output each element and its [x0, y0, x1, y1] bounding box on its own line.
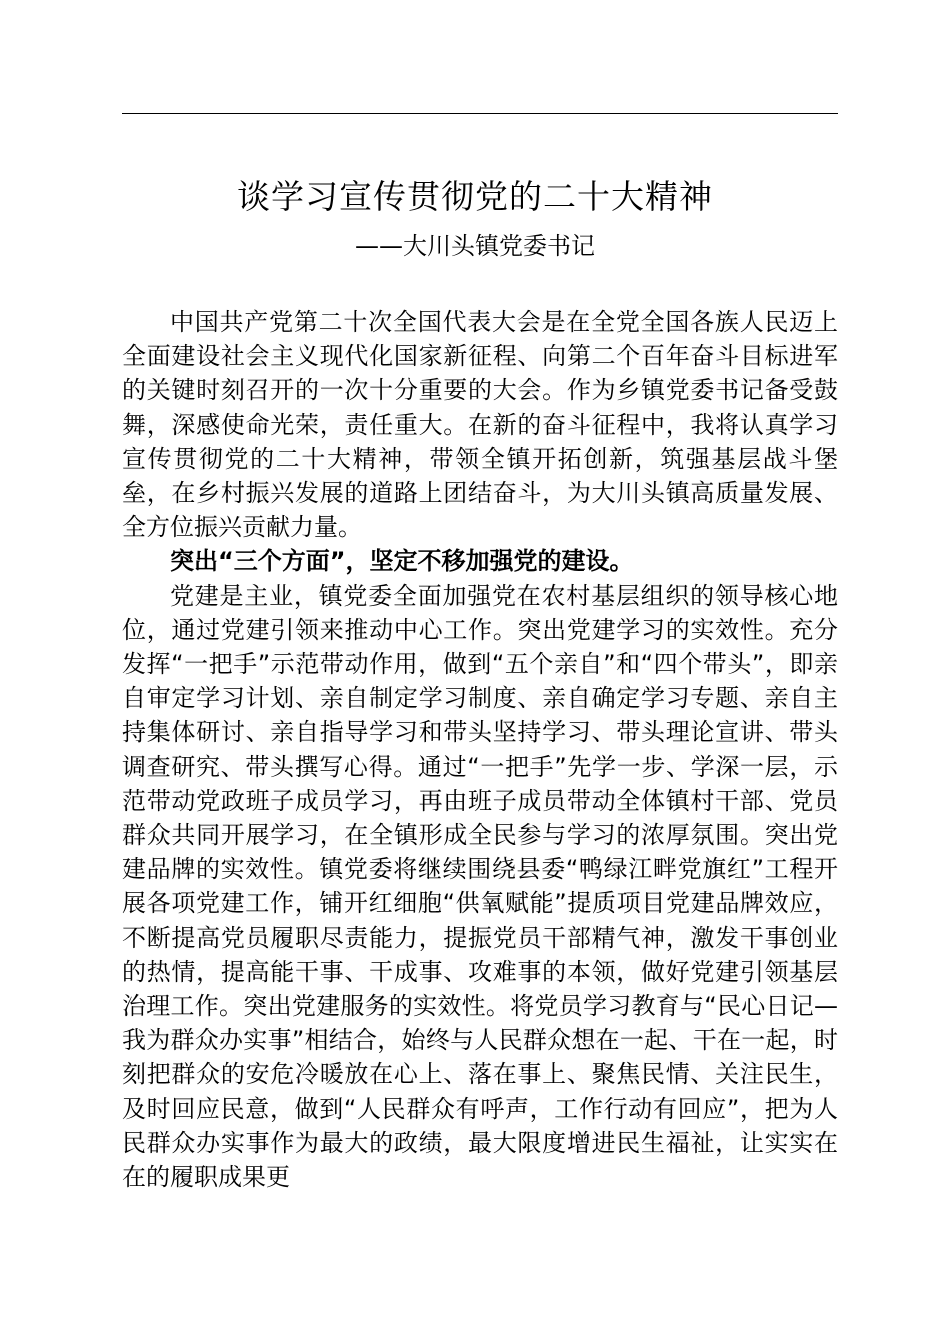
paragraph-party-building: 党建是主业，镇党委全面加强党在农村基层组织的领导核心地位，通过党建引领来推动中心工作。突出党建学习的实效性。充分发挥“一把手”示范带动作用，做到“五个亲自”和“四个带头”，即亲自审定学习计划、亲自制定学习制度、亲自确定学习专题、亲自主持集体研讨、亲自指导学习和带头坚持学习、带头理论宣讲、带头调查研究、带头撰写心得。通过“一把手”先学一步、学深一层，示范带动党政班子成员学习，再由班子成员带动全体镇村干部、党员群众共同开展学习，在全镇形成全民参与学习的浓厚氛围。突出党建品牌的实效性。镇党委将继续围绕县委“鸭绿江畔党旗红”工程开展各项党建工作，铺开红细胞“供氧赋能”提质项目党建品牌效应，不断提高党员履职尽责能力，提振党员干部精气神，激发干事创业的热情，提高能干事、干成事、攻难事的本领，做好党建引领基层治理工作。突出党建服务的实效性。将党员学习教育与“民心日记—我为群众办实事”相结合，始终与人民群众想在一起、干在一起，时刻把群众的安危冷暖放在心上、落在事上、聚焦民情、关注民生，及时回应民意，做到“人民群众有呼声，工作行动有回应”，把为人民群众办实事作为最大的政绩，最大限度增进民生福祉，让实实在在的履职成果更 — [122, 581, 838, 1192]
document-subtitle: ——大川头镇党委书记 — [355, 232, 595, 260]
header-rule — [122, 113, 838, 114]
document-body — [122, 305, 838, 1194]
document-title: 谈学习宣传贯彻党的二十大精神 — [237, 177, 713, 216]
paragraph-intro: 中国共产党第二十次全国代表大会是在全党全国各族人民迈上全面建设社会主义现代化国家新征程、向第二个百年奋斗目标进军的关键时刻召开的一次十分重要的大会。作为乡镇党委书记备受鼓舞，深感使命光荣，责任重大。在新的奋斗征程中，我将认真学习宣传贯彻党的二十大精神，带领全镇开拓创新，筑强基层战斗堡垒，在乡村振兴发展的道路上团结奋斗，为大川头镇高质量发展、全方位振兴贡献力量。 — [122, 308, 838, 542]
paragraph-section-heading: 突出“三个方面”，坚定不移加强党的建设。 — [170, 547, 634, 576]
